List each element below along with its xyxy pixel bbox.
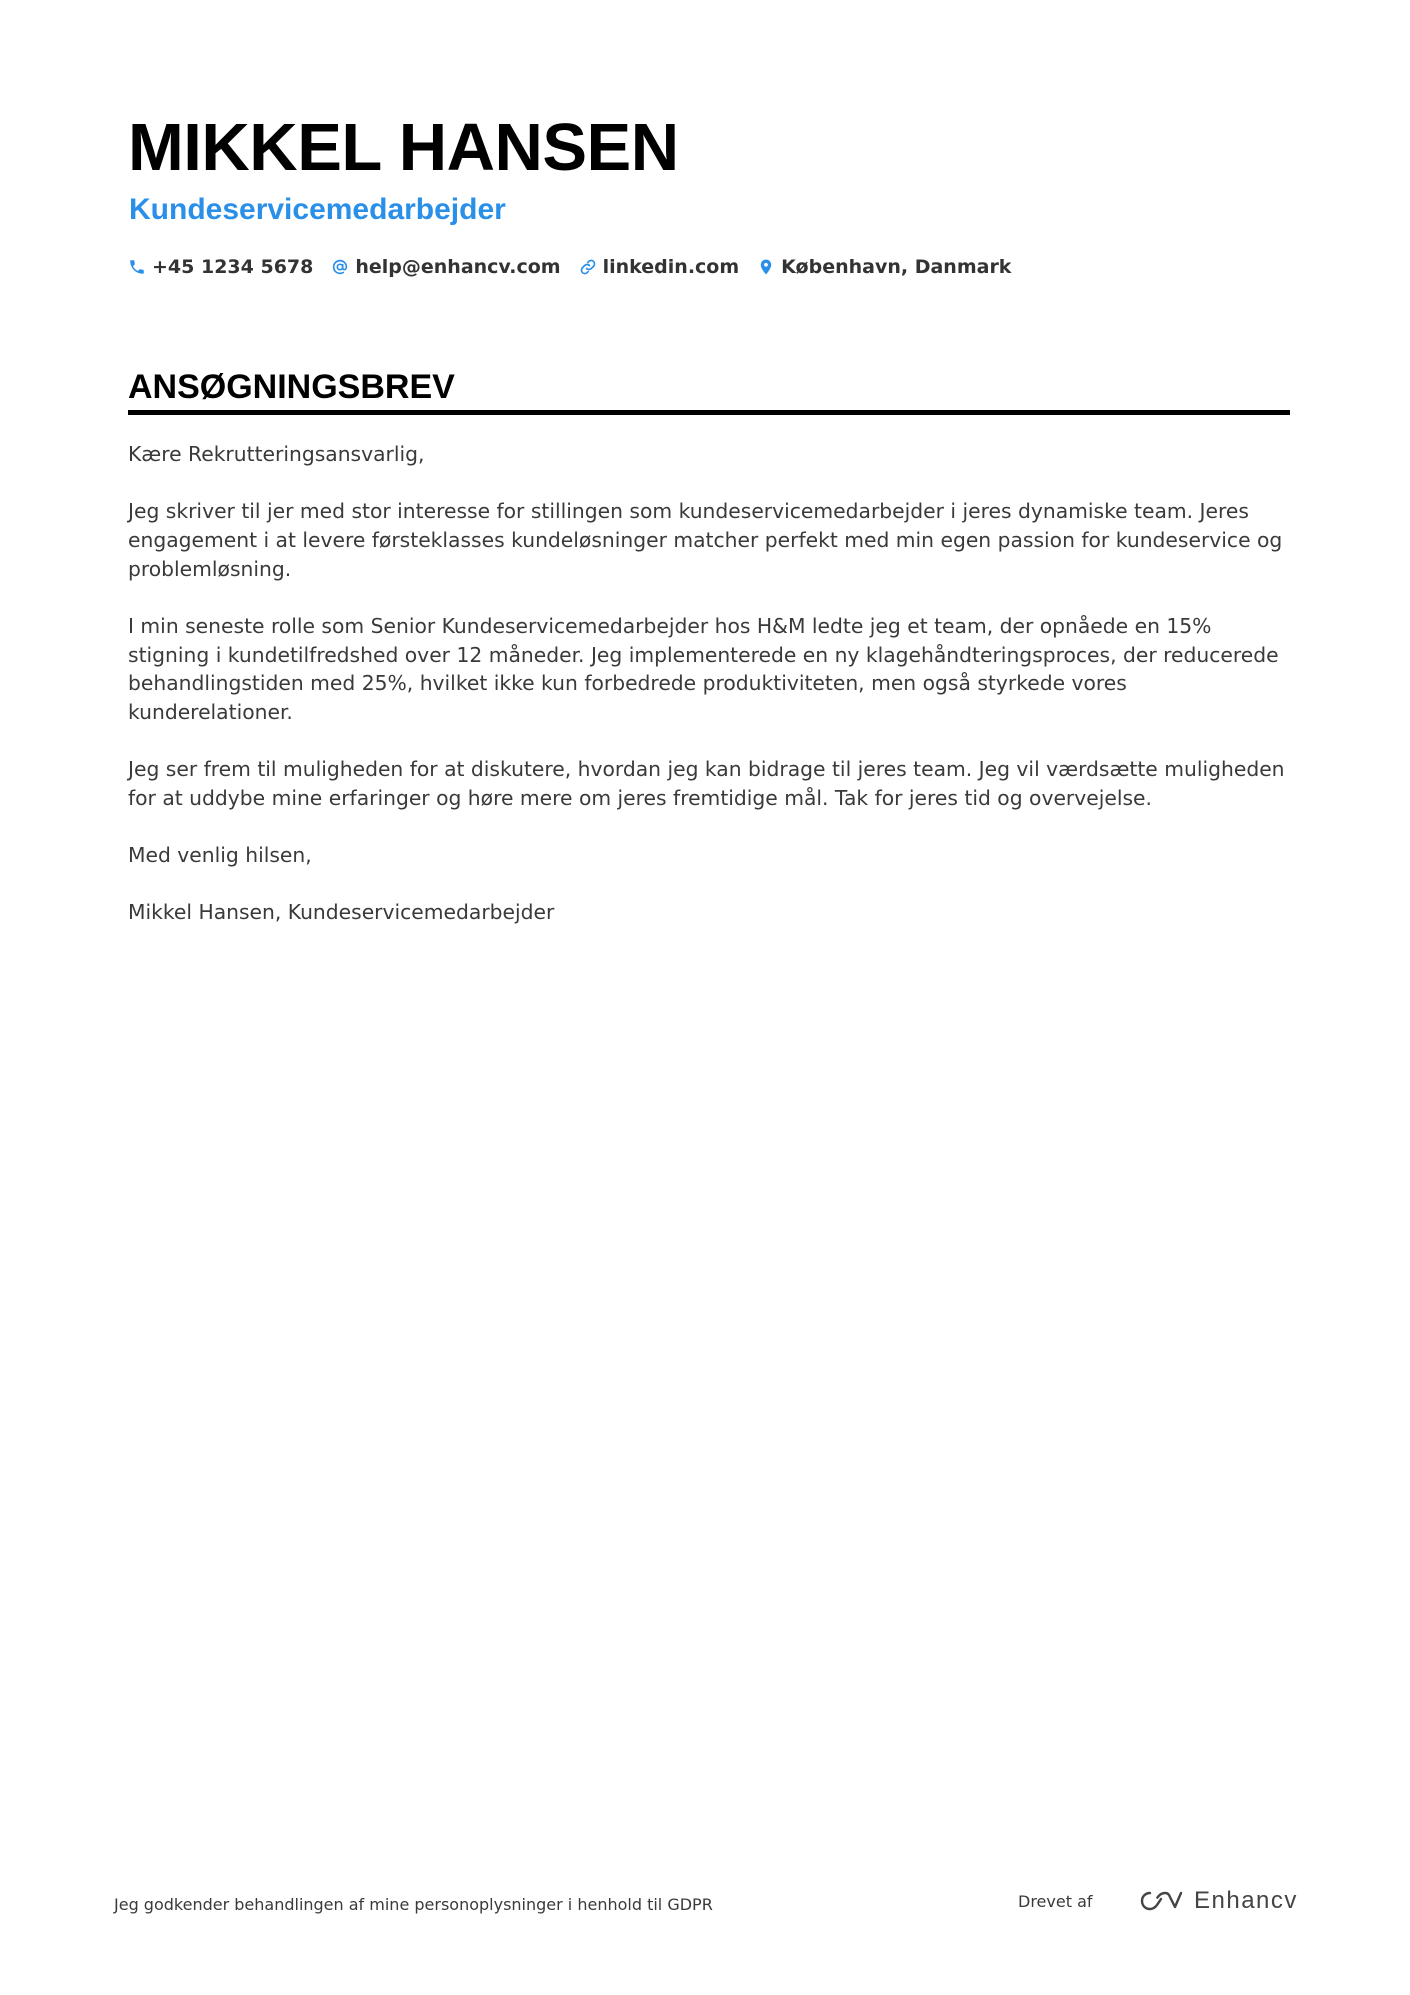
letter-paragraph: Jeg skriver til jer med stor interesse for stillingen som kundeservicemedarbejder i jeres dynamiske team. Jeres engagement i at levere førsteklasses kundeløsninger matcher perfekt med min egen passion for kundeservice og problemløsning. (128, 499, 1283, 581)
powered-by-label: Drevet af (1018, 1892, 1093, 1911)
contact-phone[interactable] (128, 252, 313, 282)
candidate-name: MIKKEL HANSEN (128, 110, 679, 185)
email-text: help@enhancv.com (355, 256, 561, 278)
phone-text: +45 1234 5678 (152, 256, 314, 278)
gdpr-consent: Jeg godkender behandlingen af mine personoplysninger i henhold til GDPR (114, 1895, 713, 1914)
link-icon (579, 258, 597, 276)
linkedin-text: linkedin.com (602, 256, 740, 278)
section-divider (128, 410, 1290, 415)
contact-linkedin[interactable] (579, 252, 740, 282)
letter-closing: Med venlig hilsen, (128, 843, 312, 868)
letter-body (128, 440, 1296, 955)
letter-greeting: Kære Rekrutteringsansvarlig, (128, 442, 425, 466)
contact-email[interactable] (331, 252, 560, 282)
phone-icon (128, 258, 146, 276)
location-text: København, Danmark (781, 256, 1012, 278)
enhancv-logo[interactable] (1138, 1886, 1298, 1916)
letter-paragraph: Jeg ser frem til muligheden for at diskutere, hvordan jeg kan bidrage til jeres team. Jeg vil værdsætte muligheden for at uddybe mine erfaringer og høre mere om jeres fremtidige mål. Tak for jeres tid og overvejelse. (128, 757, 1285, 810)
brand-name: Enhancv (1194, 1887, 1298, 1914)
job-title: Kundeservicemedarbejder (129, 193, 506, 226)
enhancv-logo-icon (1138, 1888, 1184, 1914)
section-title: ANSØGNINGSBREV (128, 368, 455, 406)
contact-bar (128, 252, 1029, 282)
location-pin-icon (757, 258, 775, 276)
letter-signature: Mikkel Hansen, Kundeservicemedarbejder (128, 900, 555, 925)
at-icon (331, 258, 349, 276)
contact-location (757, 252, 1011, 282)
letter-paragraph: I min seneste rolle som Senior Kundeservicemedarbejder hos H&M ledte jeg et team, der opnåede en 15% stigning i kundetilfredshed over 12 måneder. Jeg implementerede en ny klagehåndteringsproces, der reducerede behandlingstiden med 25%, hvilket ikke kun forbedrede produktiviteten, men også styrkede vores kunderelationer. (128, 613, 1279, 724)
